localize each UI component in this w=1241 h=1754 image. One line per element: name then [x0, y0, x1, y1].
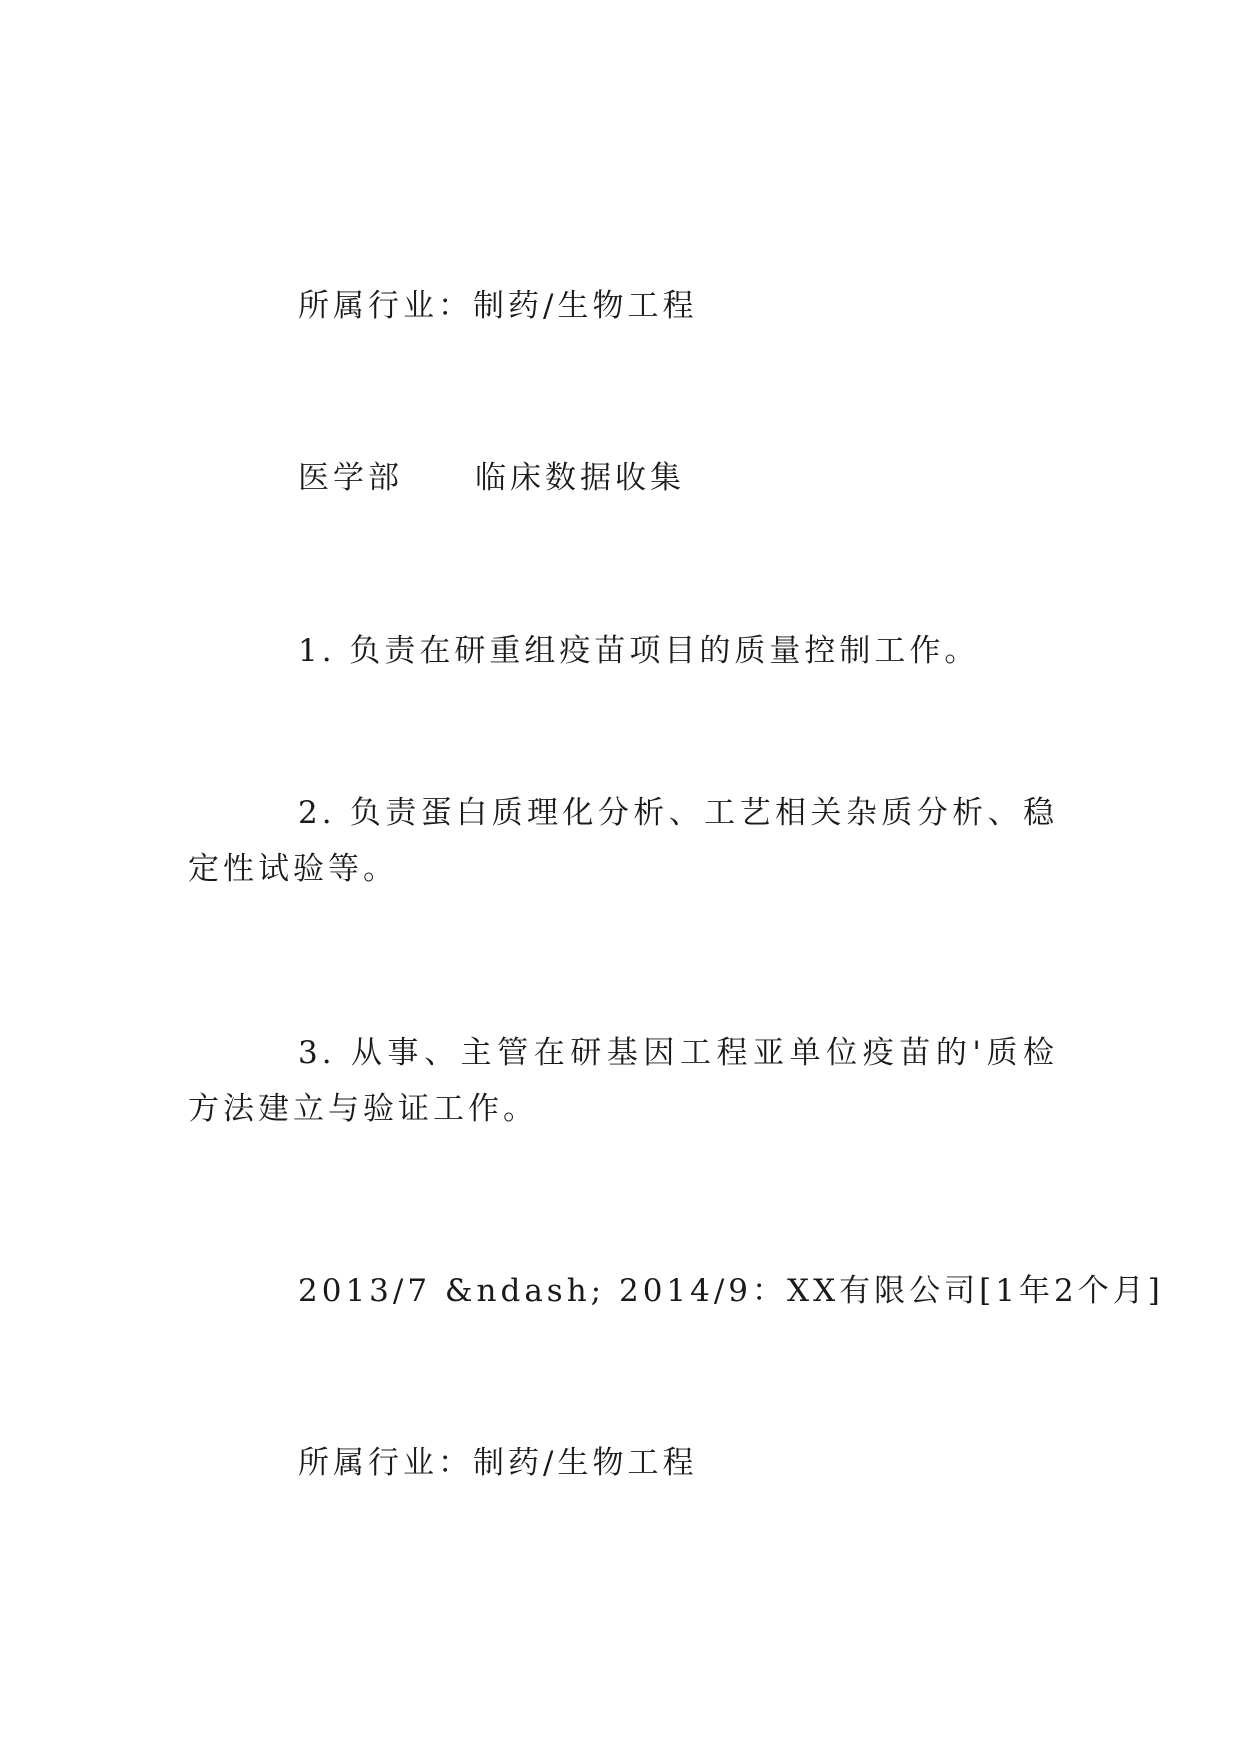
duty-item-3: 3. 从事、主管在研基因工程亚单位疫苗的'质检方法建立与验证工作。	[188, 1035, 1058, 1127]
duty-item-2: 2. 负责蛋白质理化分析、工艺相关杂质分析、稳定性试验等。	[188, 795, 1058, 887]
position-name: 临床数据收集	[475, 460, 685, 496]
employment-period-line: 2013/7 &ndash; 2014/9：XX有限公司[1年2个月]	[298, 1273, 1164, 1309]
department-name: 医学部	[298, 460, 403, 496]
industry-line-2: 所属行业：制药/生物工程	[298, 1445, 698, 1481]
industry-line: 所属行业：制药/生物工程	[298, 288, 698, 324]
department-line	[298, 452, 685, 497]
duty-item-1: 1. 负责在研重组疫苗项目的质量控制工作。	[298, 633, 980, 669]
